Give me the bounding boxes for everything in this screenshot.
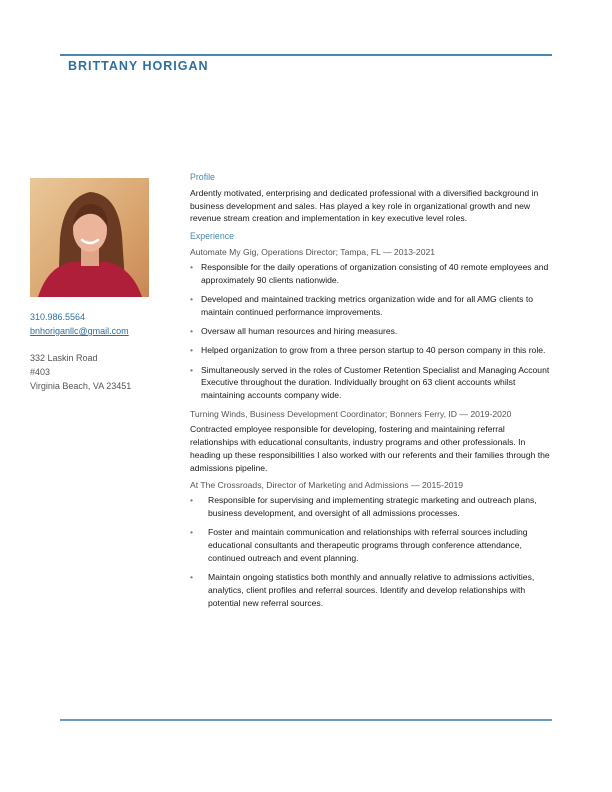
email-link[interactable]: bnhoriganllc@gmail.com [30, 326, 129, 336]
job-title: At The Crossroads, Director of Marketing and Admissions — 2015-2019 [190, 480, 464, 491]
address-line: 332 Laskin Road [30, 353, 98, 363]
list-item: • Foster and maintain communication and relationships with referral sources including educational consultants and therapeutic programs through conference attendance, continued outreach and event planning. [190, 526, 552, 564]
list-item: • Responsible for the daily operations of organization consisting of 40 remote employees and approximately 90 clients nationwide. [190, 261, 552, 287]
address-line: Virginia Beach, VA 23451 [30, 381, 132, 391]
address-line: #403 [30, 367, 51, 377]
list-item: • Oversaw all human resources and hiring measures. [190, 325, 552, 338]
list-item: • Responsible for supervising and implementing strategic marketing and outreach plans, business development, and oversight of all admissions processes. [190, 494, 552, 520]
job-bullets [190, 494, 552, 609]
job-entry [190, 246, 552, 402]
job-bullets [190, 261, 552, 402]
job-entry [190, 479, 552, 609]
job-description: Contracted employee responsible for developing, fostering and maintaining referral relationships with educational consultants, industry programs and other professionals. In heading up these responsibilities I also worked with our referents and their families through the admissions pipeline. [190, 424, 550, 473]
list-item: • Simultaneously served in the roles of Customer Retention Specialist and Managing Account Executive throughout the duration. Individually brought on 63 client accounts whilst maintaining accounts company wide. [190, 364, 552, 402]
profile-photo [30, 178, 149, 297]
main-content [190, 171, 552, 616]
job-entry [190, 408, 552, 474]
list-item: • Helped organization to grow from a three person startup to 40 person company in this role. [190, 344, 552, 357]
candidate-name: BRITTANY HORIGAN [68, 59, 209, 73]
header-rule [60, 54, 552, 56]
contact-block [30, 310, 129, 338]
address-block [30, 351, 131, 393]
experience-heading: Experience [190, 231, 235, 242]
profile-text: Ardently motivated, enterprising and dedicated professional with a diversified background in business development and sales. Has played a key role in organizational growth and new revenue stream creation and implementation in key executive level roles. [190, 187, 539, 224]
footer-rule [60, 719, 552, 721]
profile-heading: Profile [190, 172, 215, 182]
list-item: • Developed and maintained tracking metrics organization wide and for all AMG clients to maintain continued performance improvements. [190, 293, 552, 319]
list-item: • Maintain ongoing statistics both monthly and annually relative to admissions activities, analytics, client profiles and referral sources. Identify and develop relationships with potential new referral sources. [190, 571, 552, 609]
phone-number[interactable]: 310.986.5564 [30, 312, 86, 322]
job-title: Turning Winds, Business Development Coordinator; Bonners Ferry, ID — 2019-2020 [190, 409, 512, 420]
job-title: Automate My Gig, Operations Director; Tampa, FL — 2013-2021 [190, 246, 436, 257]
